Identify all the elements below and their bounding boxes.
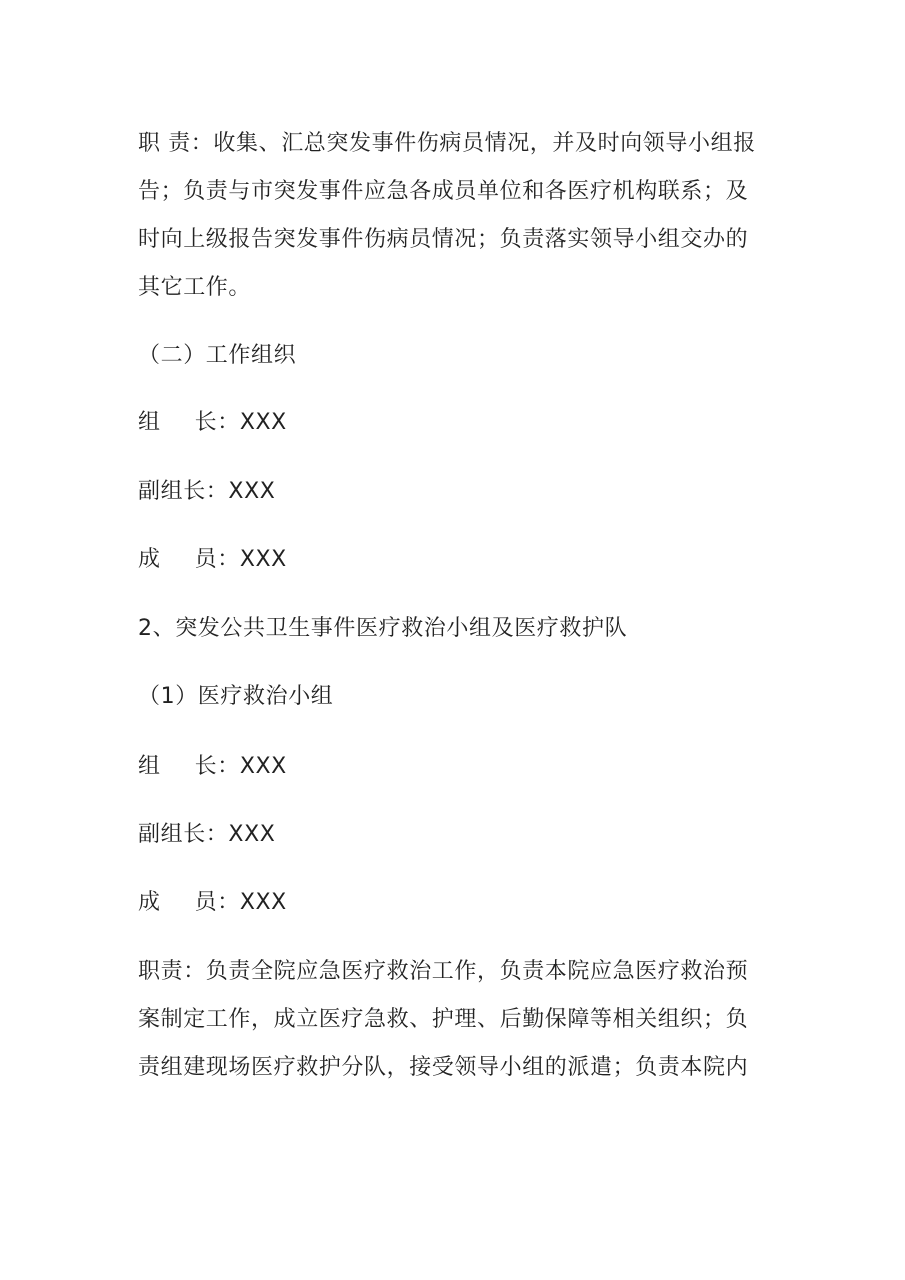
- org-1-leader-row: [138, 406, 778, 440]
- duties-paragraph-1-line-2: 告；负责与市突发事件应急各成员单位和各医疗机构联系；及: [138, 179, 749, 204]
- org-2-deputy-row: [138, 818, 778, 852]
- org-1-member-label-b: 员：: [194, 547, 240, 572]
- org-1-deputy-label: 副组长：: [138, 479, 229, 504]
- duties-paragraph-1-line-3: 时向上级报告突发事件伤病员情况；负责落实领导小组交办的: [138, 227, 749, 252]
- org-2-leader-value: XXX: [239, 754, 287, 779]
- org-1-leader-label-b: 长：: [194, 410, 240, 435]
- subsection-1-heading: （1）医疗救治小组: [138, 684, 334, 709]
- org-2-deputy-value: XXX: [228, 822, 276, 847]
- org-2-deputy-label: 副组长：: [138, 822, 229, 847]
- org-1-member-value: XXX: [239, 547, 287, 572]
- org-1-member-label-a: 成: [138, 547, 161, 572]
- duties-paragraph-2-line-3: 责组建现场医疗救护分队，接受领导小组的派遣；负责本院内: [138, 1055, 749, 1080]
- duties-paragraph-2-line-1: 职责：负责全院应急医疗救治工作，负责本院应急医疗救治预: [138, 959, 749, 984]
- org-1-deputy-value: XXX: [228, 479, 276, 504]
- org-2-leader-label-b: 长：: [194, 754, 240, 779]
- section-2-heading: 2、突发公共卫生事件医疗救治小组及医疗救护队: [138, 616, 628, 641]
- org-1-member-row: [138, 543, 778, 577]
- org-1-leader-label-a: 组: [138, 410, 161, 435]
- org-2-member-value: XXX: [239, 890, 287, 915]
- org-1-leader-value: XXX: [239, 410, 287, 435]
- org-2-member-label-b: 员：: [194, 890, 240, 915]
- org-1-deputy-row: [138, 475, 778, 509]
- org-2-member-row: [138, 886, 778, 920]
- org-2-leader-label-a: 组: [138, 754, 161, 779]
- org-2-leader-row: [138, 750, 778, 784]
- org-2-member-label-a: 成: [138, 890, 161, 915]
- section-work-organization-heading: （二）工作组织: [138, 343, 297, 368]
- duties-paragraph-2-line-2: 案制定工作，成立医疗急救、护理、后勤保障等相关组织；负: [138, 1007, 749, 1032]
- duties-paragraph-1-line-4: 其它工作。: [138, 275, 252, 300]
- duties-paragraph-1-line-1: 职 责：收集、汇总突发事件伤病员情况，并及时向领导小组报: [138, 131, 756, 156]
